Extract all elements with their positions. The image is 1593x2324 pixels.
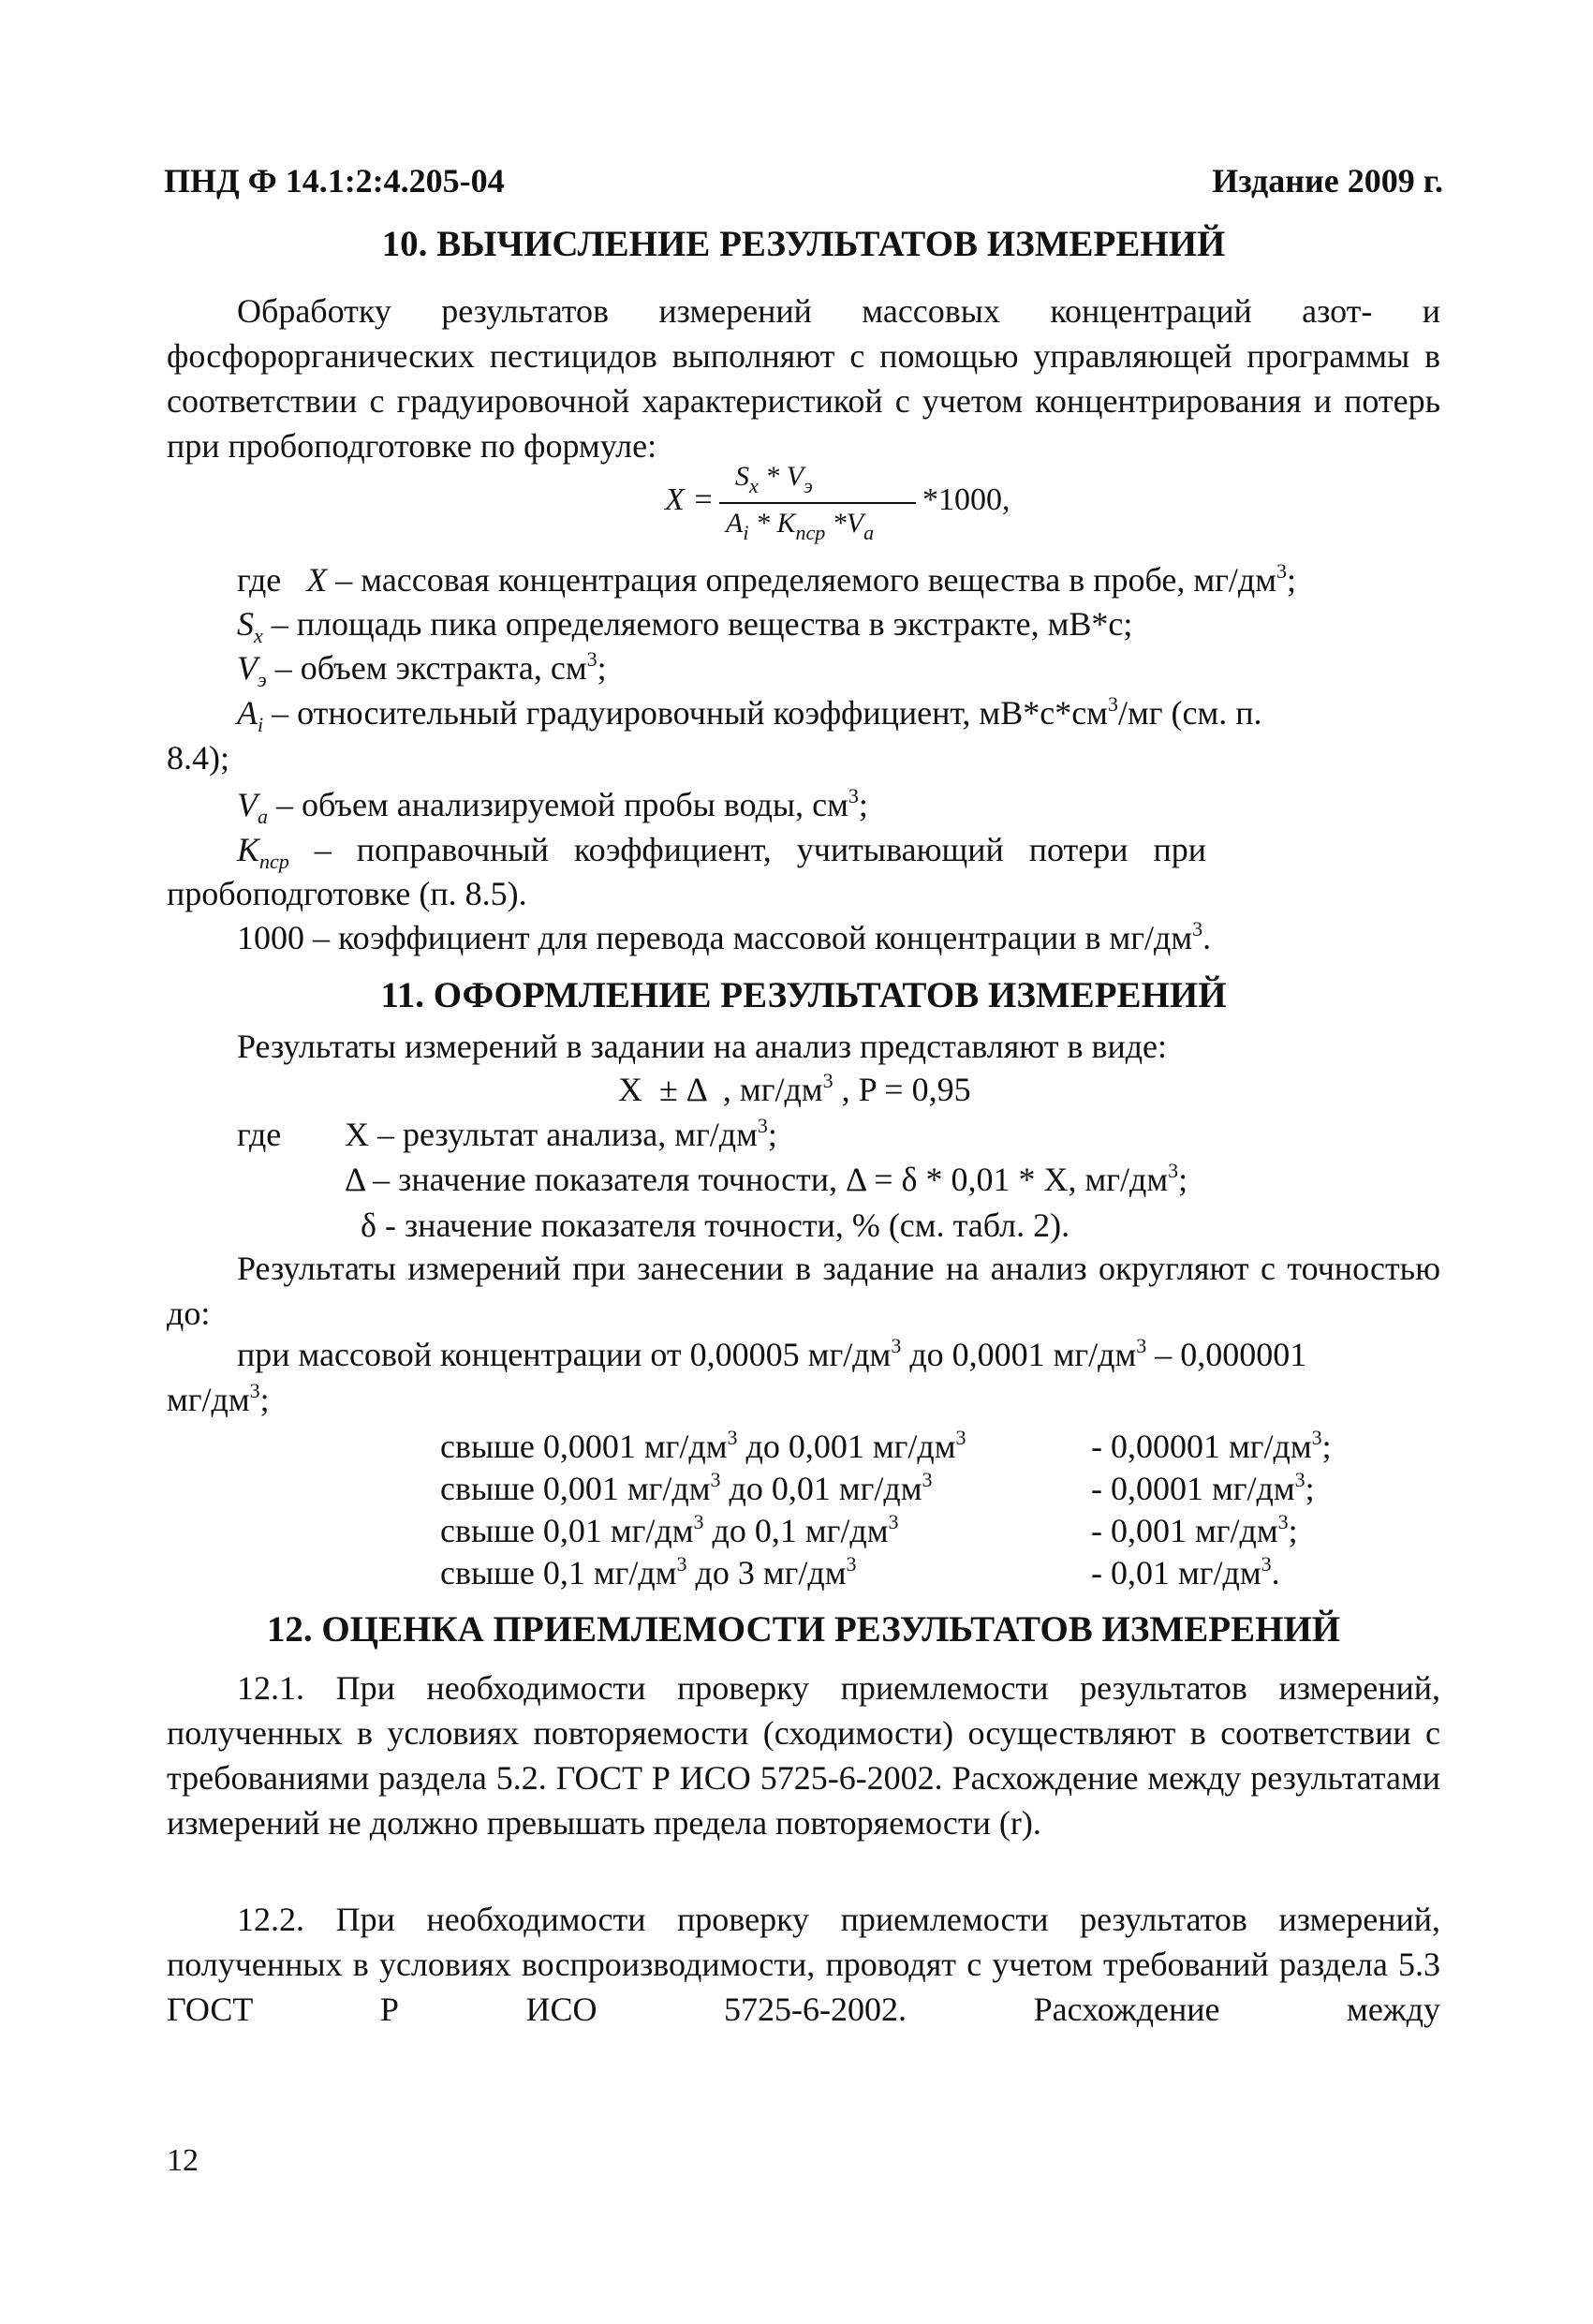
rounding-intro: [167, 1246, 1440, 1336]
rounding-range: свыше 0,1 $мг/дм^3$ до 3 $мг/дм^3$: [440, 1552, 857, 1591]
rounding-step: - 0,00001 $мг/дм^3$;: [1091, 1426, 1332, 1465]
definition-result-x: X – результат анализа, $мг/дм^3$;: [345, 1114, 777, 1153]
section-12-paragraph-1: [167, 1665, 1440, 1845]
document-code: ПНД Ф 14.1:2:4.205-04: [164, 162, 505, 200]
fraction-bar: [719, 502, 916, 504]
rounding-range: свыше 0,0001 $мг/дм^3$ до 0,001 $мг/дм^3$: [440, 1426, 966, 1465]
paragraph-12-2: 12.2. При необходимости проверку приемлемости результатов измерений, полученных в условиях воспроизводимости, проводят с учетом требований раздела 5.3 ГОСТ Р ИСО 5725-6-2002. Расхождение между: [167, 1901, 1440, 2028]
rounding-first-range: при массовой концентрации от 0,00005 $мг/дм^3$ до 0,0001 $мг/дм^3 - 0,000001$: [237, 1334, 1307, 1373]
formula-numerator: $S_x * V_э$: [735, 461, 813, 497]
rounding-step: - 0,01 $мг/дм^3$.: [1091, 1552, 1280, 1591]
section-10-title: 10. ВЫЧИСЛЕНИЕ РЕЗУЛЬТАТОВ ИЗМЕРЕНИЙ: [381, 224, 1226, 264]
section-11-intro: Результаты измерений в задании на анализ представляют в виде:: [237, 1028, 1168, 1065]
formula-factor: *1000,: [922, 482, 1010, 517]
section-11-where: где: [237, 1116, 282, 1153]
formula-denominator: $A_i * K_{пср}$ $*V_a$: [726, 508, 875, 544]
section-11-title: 11. ОФОРМЛЕНИЕ РЕЗУЛЬТАТОВ ИЗМЕРЕНИЙ: [380, 975, 1227, 1015]
definition-ai-continued: 8.4);: [167, 739, 229, 777]
result-form: X ± Δ , $мг/дм^3$ , P = 0,95: [618, 1069, 971, 1108]
definition-kpsr-continued: пробоподготовке (п. 8.5).: [167, 875, 527, 912]
rounding-step: - 0,001 $мг/дм^3$;: [1091, 1510, 1298, 1549]
edition-year: Издание 2009 г.: [1212, 162, 1443, 200]
definition-1000: 1000 – коэффициент для перевода массовой концентрации в $мг/дм^3$.: [237, 917, 1212, 956]
definition-ve: $V_э$ – объем экстракта, $см^3$;: [237, 647, 607, 691]
section-10-intro: [167, 289, 1440, 468]
section-12-paragraph-2: [167, 1897, 1440, 2032]
definition-delta: Δ – значение показателя точности, Δ = δ * 0,01 * X, $мг/дм^3$;: [345, 1159, 1188, 1198]
definition-x: где X – массовая концентрация определяемого вещества в пробе, $мг/дм^3$;: [237, 559, 1297, 599]
rounding-step: - 0,0001 $мг/дм^3$;: [1091, 1468, 1315, 1507]
rounding-intro-text: Результаты измерений при занесении в задание на анализ округляют с точностью до:: [167, 1250, 1440, 1332]
definition-sx: $S_x$ – площадь пика определяемого вещества в экстракте, мВ*с;: [237, 605, 1133, 647]
definition-kpsr: $K_{пср}$ – поправочный коэффициент, учитывающий потери при: [237, 831, 1207, 873]
page-number: 12: [167, 2143, 199, 2178]
definition-ai: $A_i$ – относительный градуировочный коэффициент, $мВ*с*см^3/мг$ (см. п.: [237, 692, 1262, 736]
rounding-range: свыше 0,01 $мг/дм^3$ до 0,1 $мг/дм^3$: [440, 1510, 899, 1549]
formula-lhs: X =: [665, 482, 715, 517]
paragraph-12-1: 12.1. При необходимости проверку приемлемости результатов измерений, полученных в условиях повторяемости (сходимости) осуществляют в соответствии с требованиями раздела 5.2. ГОСТ Р ИСО 5725-6-2002. Расхождение между результатами измерений не должно превышать предела повторяемости (r).: [167, 1669, 1440, 1842]
section-10-intro-text: Обработку результатов измерений массовых концентраций азот- и фосфорорганических пестицидов выполняют с помощью управляющей программы в соответствии с градуировочной характеристикой с учетом концентрирования и потерь при пробоподготовке по формуле:: [167, 292, 1440, 465]
definition-small-delta: δ - значение показателя точности, % (см. табл. 2).: [361, 1206, 1070, 1244]
section-12-title: 12. ОЦЕНКА ПРИЕМЛЕМОСТИ РЕЗУЛЬТАТОВ ИЗМЕРЕНИЙ: [266, 1609, 1341, 1650]
definition-va: $V_a$ – объем анализируемой пробы воды, $см^3$;: [237, 784, 868, 828]
rounding-first-range-unit: $мг/дм^3$;: [167, 1379, 270, 1418]
rounding-range: свыше 0,001 $мг/дм^3$ до 0,01 $мг/дм^3$: [440, 1468, 933, 1507]
